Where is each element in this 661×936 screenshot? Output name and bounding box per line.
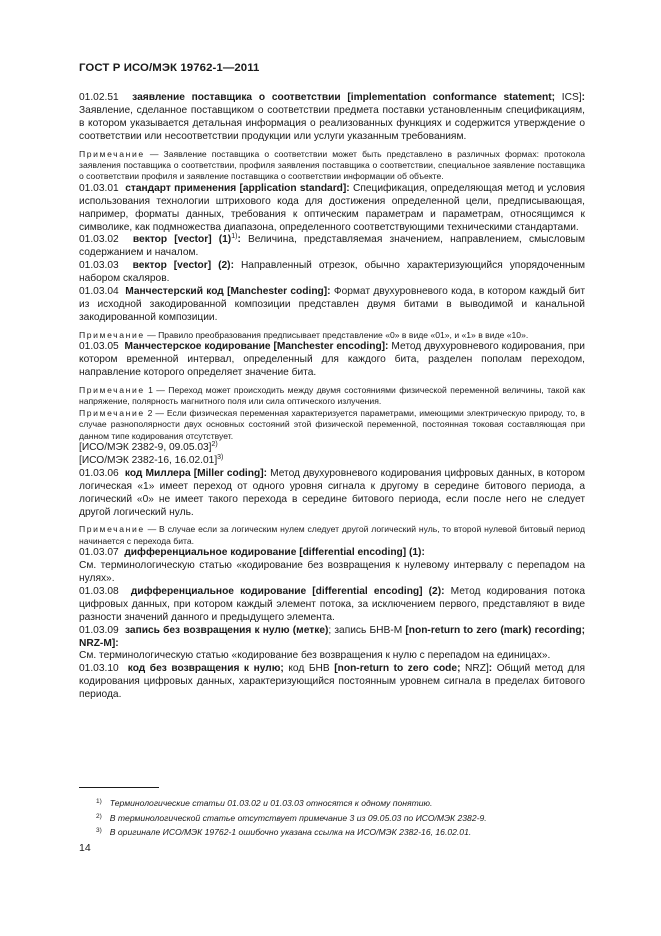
footnote-mark: 1) [96,798,102,805]
note [79,408,585,442]
entry-01-02-51: 01.02.51 заявление поставщика о соответствии [implementation conformance statement; ICS]: Заявление, сделанное поставщиком о соответствии предмета поставки установленным спецификациям, в котором указывается детальная информация о реализованных функциях и содержится утверждение о соответствии или несоответствии продукции или услуги указанным требованиям. [79,92,585,142]
entry-01-03-06 [79,468,585,520]
entry-definition: Заявление, сделанное поставщиком о соответствии предмета поставки установленным спецификациям, в котором указывается детальная информация о реализованных функциях и содержится утверждение о соответствии или несоответствии продукции или услуги указанным требованиям. [79,104,585,142]
entry-01-03-05 [79,341,585,380]
entry-01-03-09 [79,625,585,651]
note-text: — В случае если за логическим нулем следует другой логический нуль, то второй нулевой битовый период начинается с перехода бита. [79,524,585,546]
entry-01-03-10: 01.03.10 код без возвращения к нулю; код БНВ [non-return to zero code; NRZ]: Общий метод для кодирования цифровых данных, характеризующийся постоянным уровнем сигнала в пределах битового периода. [79,663,585,701]
note-text: — Заявление поставщика о соответствии может быть представлено в различных формах: протокола заявления поставщика о соответствии, профиля заявления поставщика о соответствии, специальное заявление поставщика о соответствии профиля и заявление поставщика о соответствии информации об объекте. [79,148,585,182]
footnote [96,826,576,838]
footnote-mark: 3) [96,827,102,834]
entry-term: дифференциальное кодирование [differential encoding] (1): [124,547,425,559]
entry-term: заявление поставщика о соответствии [implementation conformance statement; [132,92,556,103]
footnote [96,797,576,809]
page-header: ГОСТ Р ИСО/МЭК 19762-1—2011 [79,62,260,74]
entry-term-en: [non-return to zero code; [334,663,461,675]
footnotes [96,797,576,841]
note-label: Примечание [79,524,145,535]
entry-definition: Формат двухуровневого кода, в котором каждый бит из исходной закодированной композиции представлен двумя битами в выводимой и канальной закодированной композиции. [79,286,585,323]
entry-number: 01.03.03 [79,260,119,272]
note-number: 1 [144,384,153,395]
footnote-ref: 1) [231,233,238,241]
entry-number: 01.03.05 [79,341,119,353]
entry-01-03-08 [79,586,585,625]
entry-term: запись без возвращения к нулю (метке) [124,624,329,636]
note-label: Примечание [79,407,145,418]
page-body [79,92,585,702]
note-text: — Если физическая переменная характеризуется параметрами, имеющими электрическую природу, то, в случае разнополярности двух основных состояний этой физической переменной, постоянная токовая составляющая при данном типе кодирования отсутствует. [79,407,585,441]
entry-number: 01.03.06 [79,467,119,479]
entry-definition: Общий метод для кодирования цифровых данных, характеризующийся постоянным уровнем сигнала в пределах битового периода. [79,663,585,701]
footnote-divider [79,787,159,788]
entry-definition: Величина, представляемая значением, направлением, смысловым содержанием и началом. [79,234,585,259]
note [79,524,585,547]
note-text: — Правило преобразования предписывает представление «0» в виде «01», и «1» в виде «10». [144,329,529,340]
note [79,385,585,408]
note-text: — Переход может происходить между двумя состояниями физической переменной величины, такой как напряжение, полярность магнитного поля или сила оптического излучения. [79,384,585,407]
entry-definition: Метод двухуровневого кодирования, при котором временной интервал, определенный для каждого бита, разделен пополам переходом, направление которого определяет значение бита. [79,341,585,379]
entry-term: Манчестерское кодирование [Manchester encoding]: [124,341,389,353]
entry-definition: Направленный отрезок, обычно характеризующийся упорядоченным набором скаляров. [79,260,585,285]
note-label: Примечание [79,148,145,159]
entry-synonym: ; запись БНВ-М [328,624,406,636]
entry-number: 01.03.08 [79,585,119,597]
note [79,149,585,183]
footnote-text: В терминологической статье отсутствует примечание 3 из 09.05.03 по ИСО/МЭК 2382-9. [109,812,487,823]
entry-definition: Метод кодирования потока цифровых данных, при котором каждый элемент потока, за исключением первого, представляют в виде разности значений данного и предыдущего элемента. [79,585,585,623]
note-label: Примечание [79,384,145,395]
entry-synonym: код БНВ [283,663,335,675]
footnote-text: Терминологические статьи 01.03.02 и 01.03.03 относятся к одному понятию. [109,798,433,808]
entry-term: вектор [vector] (1) [132,234,232,246]
entry-number: 01.03.10 [79,663,119,675]
entry-term: стандарт применения [application standard]: [125,182,350,194]
source-reference: [ИСО/МЭК 2382-9, 09.05.03]$^{2)}$ [79,440,218,453]
footnote-mark: 2) [96,812,102,820]
entry-term: Манчестерский код [Manchester coding]: [125,286,331,298]
entry-definition: См. терминологическую статью «кодирование без возвращения к нулевому интервалу с перепадом на нулях». [79,560,585,585]
entry-number: 01.03.02 [79,234,119,246]
entry-term: код без возвращения к нулю; [127,663,284,675]
entry-number: 01.03.09 [79,624,119,636]
entry-definition: Спецификация, определяющая метод и условия использования технологии штрихового кода для достижения определенной цели, предписывающая, например, форматы данных, требования к оптическим параметрам и параметрам, относящимся к символике, как подмножества диапазона, определенного соответствующими техническими стандартами. [79,182,585,233]
entry-01-03-01 [79,183,585,235]
entry-number: 01.03.04 [79,286,119,298]
page-number: 14 [79,842,91,854]
footnote [96,812,576,824]
entry-term: дифференциальное кодирование [differential encoding] (2): [130,585,445,597]
entry-term: код Миллера [Miller coding]: [124,467,267,479]
entry-term: вектор [vector] (2): [132,260,234,272]
entry-01-03-03 [79,260,585,286]
note-label: Примечание [79,329,145,340]
entry-number: 01.02.51 [79,92,119,103]
entry-01-03-07 [79,547,585,560]
entry-01-03-02: 01.03.02 вектор [vector] $(1)^{1)}$: Величина, представляемая значением, направлением, смысловым содержанием и началом. [79,233,585,259]
entry-term-en: [non-return to zero (mark) recording; NRZ-M]: [79,624,585,649]
entry-number: 01.03.01 [79,182,119,194]
entry-definition: См. терминологическую статью «кодирование без возвращения к нулю с перепадом на единицах». [79,650,551,662]
entry-01-03-04 [79,286,585,325]
note [79,330,585,341]
footnote-text: В оригинале ИСО/МЭК 19762-1 ошибочно указана ссылка на ИСО/МЭК 2382-16, 16.02.01. [109,827,472,837]
entry-definition: Метод двухуровневого кодирования цифровых данных, в котором логическая «1» имеет переход от одного уровня сигнала к другому в середине битового периода, а логический «0» не имеет такого перехода в середине битового периода, если после него не следует другой логический нуль. [79,467,585,518]
note-number: 2 [144,407,153,418]
entry-abbr: NRZ] [460,663,489,675]
footnote-ref: 3) [217,453,224,461]
footnote-ref: 2) [211,440,218,448]
entry-abbr: ICS] [555,92,582,103]
entry-number: 01.03.07 [79,547,119,559]
source-reference: [ИСО/МЭК 2382-16, 16.02.01]$^{3)}$ [79,453,224,466]
